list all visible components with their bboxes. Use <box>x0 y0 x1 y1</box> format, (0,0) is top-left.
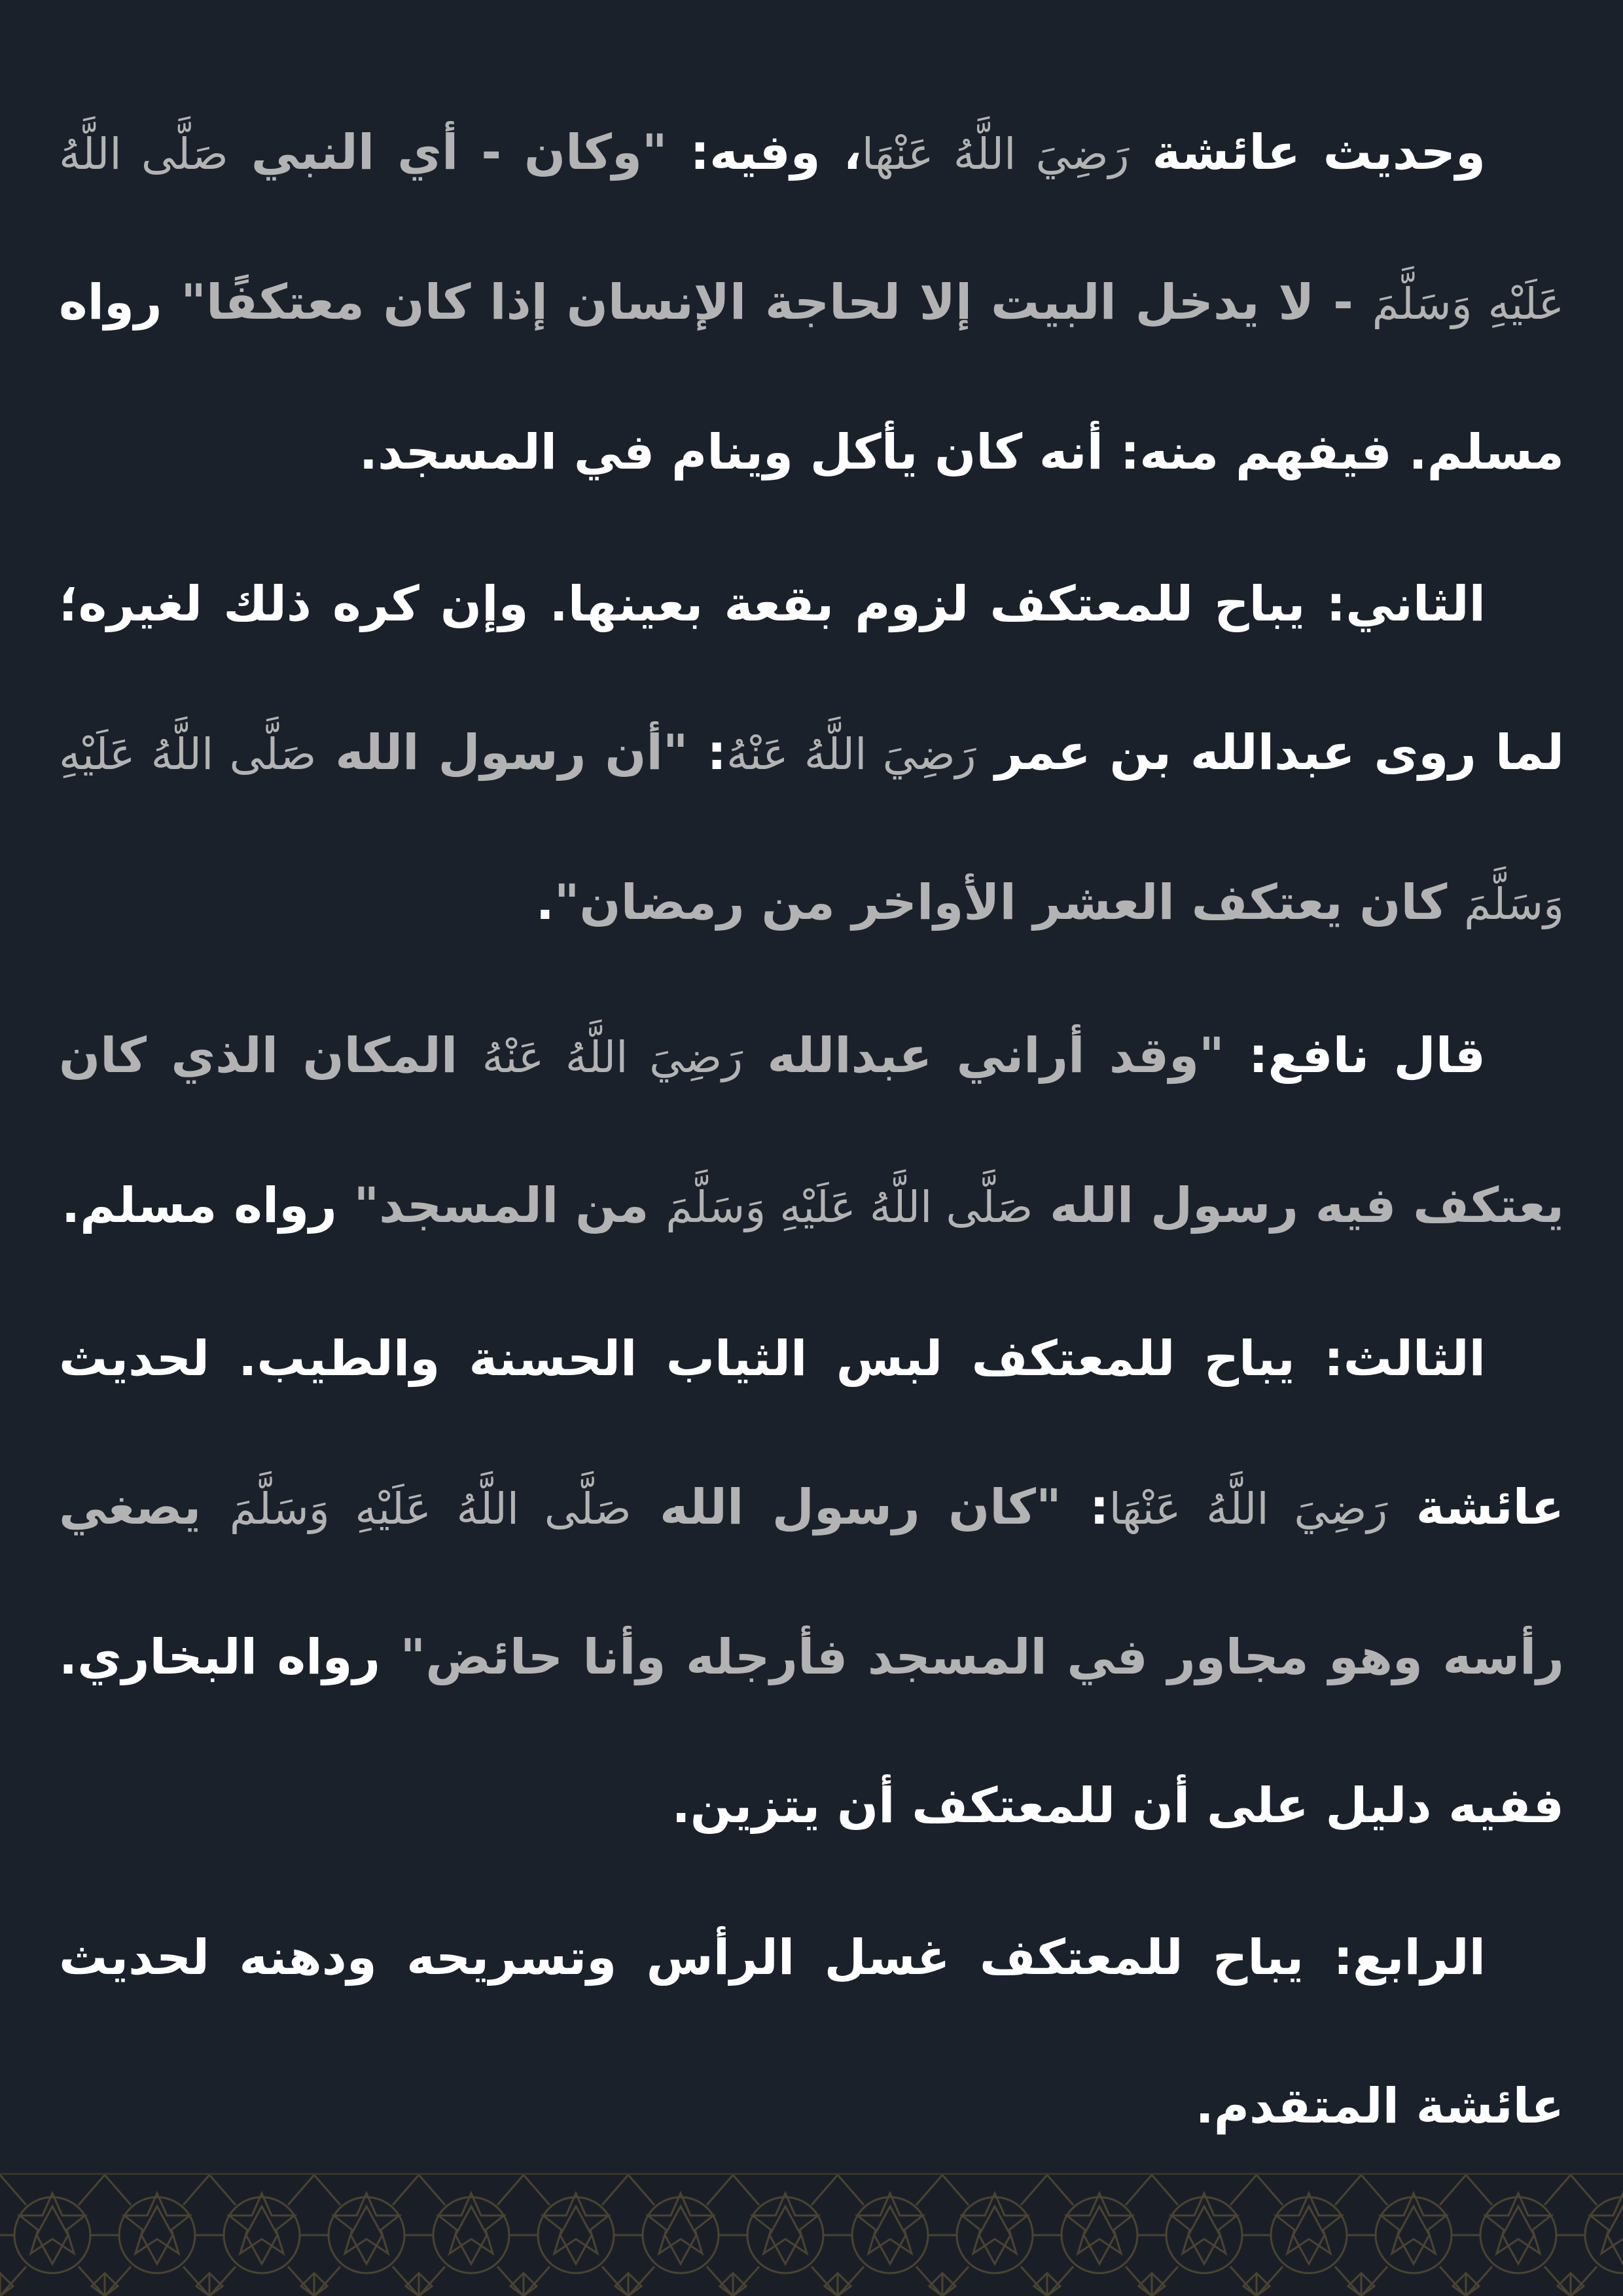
quoted-hadith: يصغي رأسه وهو مجاور في المسجد فأرجله وأنا حائض" <box>59 1479 1564 1685</box>
honorific-glyph: صَلَّى اللَّهُ عَلَيْهِ وَسَلَّمَ <box>59 729 1564 929</box>
text-segment: رواه البخاري. ففيه دليل على أن للمعتكف أن يتزين. <box>59 1629 1564 1834</box>
quoted-hadith: "أن رسول الله <box>316 725 688 781</box>
text-segment: الرابع: يباح للمعتكف غسل الرأس وتسريحه ودهنه لحديث عائشة المتقدم. <box>59 1929 1564 2134</box>
text-segment: : <box>688 725 726 781</box>
quoted-hadith: من المسجد" <box>353 1177 666 1234</box>
text-segment: رواه مسلم. <box>61 1177 354 1234</box>
honorific-glyph: صَلَّى اللَّهُ عَلَيْهِ وَسَلَّمَ <box>229 1484 632 1534</box>
document-page <box>59 79 1564 2172</box>
honorific-glyph: رَضِيَ اللَّهُ عَنْهُ <box>726 729 976 780</box>
honorific-glyph: رَضِيَ اللَّهُ عَنْهَا <box>1109 1484 1388 1534</box>
paragraph-nafi <box>59 982 1564 1282</box>
text-segment: ، وفيه: <box>667 124 862 181</box>
text-segment: قال نافع: <box>1224 1028 1486 1084</box>
honorific-glyph: رَضِيَ اللَّهُ عَنْهَا <box>861 129 1130 179</box>
text-segment: الثالث: يباح للمعتكف لبس الثياب الحسنة والطيب. لحديث عائشة <box>59 1331 1564 1535</box>
text-segment: : <box>1061 1479 1109 1535</box>
paragraph-second-point <box>59 530 1564 978</box>
quoted-hadith: كان يعتكف العشر الأواخر من رمضان" <box>554 874 1465 931</box>
honorific-glyph: رَضِيَ اللَّهُ عَنْهُ <box>482 1032 743 1083</box>
geometric-pattern-icon <box>0 2175 1623 2296</box>
honorific-glyph: صَلَّى اللَّهُ عَلَيْهِ وَسَلَّمَ <box>59 129 1564 329</box>
quoted-hadith: - لا يدخل البيت إلا لحاجة الإنسان إذا كان معتكفًا" <box>181 274 1372 331</box>
quoted-hadith: "وقد أراني عبدالله <box>743 1028 1224 1084</box>
quoted-hadith: المكان الذي كان يعتكف فيه رسول الله <box>59 1028 1564 1234</box>
paragraph-fourth-point <box>59 1884 1564 2181</box>
quoted-hadith: "كان رسول الله <box>631 1479 1061 1535</box>
ornamental-footer-border <box>0 2173 1623 2296</box>
quoted-hadith: "وكان - أي النبي <box>228 124 668 181</box>
paragraph-third-point <box>59 1285 1564 1880</box>
honorific-glyph: صَلَّى اللَّهُ عَلَيْهِ وَسَلَّمَ <box>666 1182 1033 1232</box>
text-segment: رواه مسلم. فيفهم منه: أنه كان يأكل وينام في المسجد. <box>59 274 1564 480</box>
paragraph-hadith-aisha <box>59 79 1564 527</box>
text-segment: وحديث عائشة <box>1129 124 1486 181</box>
text-segment: . <box>535 874 554 931</box>
text-segment: الثاني: يباح للمعتكف لزوم بقعة بعينها. وإن كره ذلك لغيره؛ لما روى عبدالله بن عمر <box>59 576 1565 781</box>
